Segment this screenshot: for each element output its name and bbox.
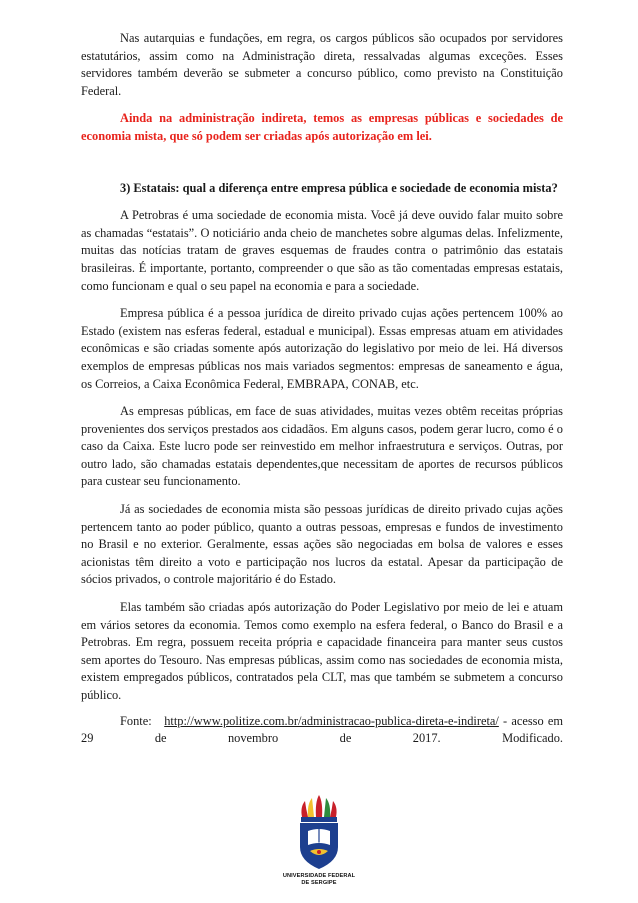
logo-text-line1: UNIVERSIDADE FEDERAL: [282, 873, 356, 879]
source-citation: [81, 713, 563, 748]
paragraph-autarquias: Nas autarquias e fundações, em regra, os cargos públicos são ocupados por servidores estatutários, assim como na Administração direta, ressalvadas algumas exceções. Esses servidores também deverão se submeter a concurso público, como previsto na Constituição Federal.: [81, 31, 563, 98]
flame-center-shape: [316, 795, 322, 817]
document-page: [81, 30, 563, 748]
section-heading: 3) Estatais: qual a diferença entre empresa pública e sociedade de economia mista?: [120, 180, 558, 195]
logo-text-line2: DE SERGIPE: [301, 879, 337, 886]
paragraph-empresa-publica: Empresa pública é a pessoa jurídica de direito privado cujas ações pertencem 100% ao Estado (existem nas esferas federal, estadual e municipal). Essas empresas atuam em atividades econômicas e são criadas somente após autorização do legislativo por meio de lei. Há diversos exemplos de empresas públicas nos mais variados segmentos: empresas de saneamento e água, os Correios, a Caixa Econômica Federal, EMBRAPA, CONAB, etc.: [81, 306, 563, 391]
university-crest-icon: [296, 795, 342, 873]
flame-left-shape: [301, 801, 308, 817]
university-logo: [280, 795, 358, 895]
flame-right-shape: [330, 801, 337, 817]
paragraph-poder-legislativo: Elas também são criadas após autorização do Poder Legislativo por meio de lei e atuam em vários setores da economia. Temos como exemplo na esfera federal, o Banco do Brasil e a Petrobras. Em regra, possuem receita própria e capacidade financeira para manter seus custos sem aportes do Tesouro. Nas empresas públicas, assim como nas sociedades de economia mista, existem empregados públicos, contratados pela CLT, mas que também se submetem a concurso público.: [81, 600, 563, 702]
source-prefix: Fonte:: [120, 713, 152, 728]
paragraph-economia-mista: Já as sociedades de economia mista são pessoas jurídicas de direito privado cujas ações pertencem tanto ao poder público, quanto a outras pessoas, empresas e fundos de investimento no Brasil e no exterior. Geralmente, essas ações são negociadas em bolsa de valores e esses acionistas têm direito a voto e participação nos lucros da estatal. Apesar da participação de sócios privados, o controle majoritário é do Estado.: [81, 502, 563, 587]
paragraph-receitas: As empresas públicas, em face de suas atividades, muitas vezes obtêm receitas próprias provenientes dos serviços prestados aos cidadãos. Em alguns casos, podem gerar lucro, como é o caso da Caixa. Este lucro pode ser reinvestido em melhor infraestrutura e serviços. Outras, por outro lado, são chamadas estatais dependentes,que necessitam de aportes de recursos públicos para custear seu funcionamento.: [81, 404, 563, 489]
paragraph-petrobras: A Petrobras é uma sociedade de economia mista. Você já deve ouvido falar muito sobre as chamadas “estatais”. O noticiário anda cheio de manchetes sobre algumas delas. Infelizmente, muitas das notícias tratam de graves esquemas de fraudes contra o patrimônio das estatais brasileiras. É importante, portanto, compreender o que são as tão comentadas empresas estatais, como funcionam e qual o seu papel na economia e para a sociedade.: [81, 208, 563, 293]
source-link[interactable]: http://www.politize.com.br/administracao-publica-direta-e-indireta/: [164, 713, 499, 728]
paragraph-highlight: Ainda na administração indireta, temos as empresas públicas e sociedades de economia mista, que só podem ser criadas após autorização em lei.: [81, 111, 563, 143]
source-suffix: - acesso em 29 de novembro de 2017. Modificado.: [81, 713, 563, 746]
flame-center-right-shape: [324, 798, 330, 817]
flame-center-left-shape: [308, 798, 314, 817]
crest-band-shape: [301, 817, 337, 822]
